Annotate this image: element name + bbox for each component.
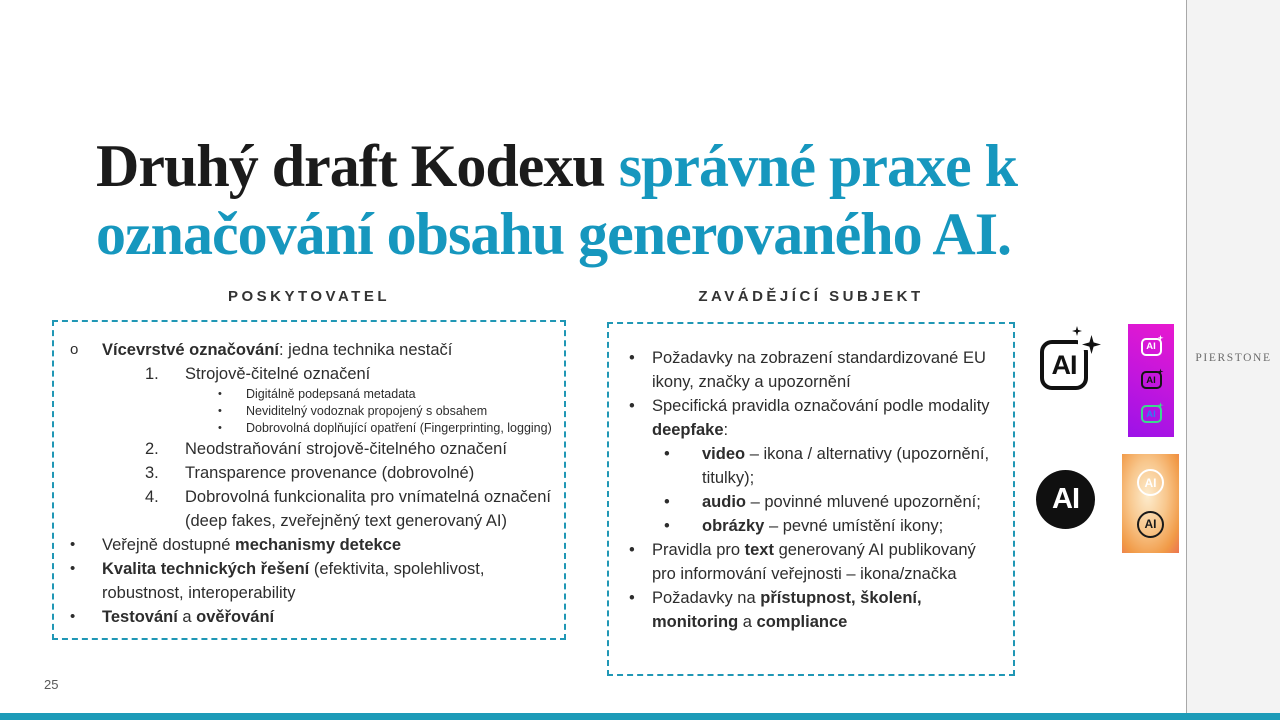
provider-box — [52, 320, 566, 640]
list-item — [54, 605, 558, 629]
list-item-text: Neodstraňování strojově-čitelného označení — [185, 440, 507, 458]
list-item — [54, 338, 558, 362]
ai-square-sparkle-icon — [1040, 326, 1104, 392]
bullet-marker: • — [218, 422, 222, 434]
ai-circle-icon — [1036, 470, 1095, 529]
title-line — [96, 132, 1017, 200]
ai-mini-square-icon — [1141, 371, 1162, 389]
ai-badge-strip-orange — [1122, 454, 1179, 553]
list-item-text: Transparence provenance (dobrovolné) — [185, 464, 475, 482]
ai-mini-circle-icon — [1137, 469, 1164, 496]
bullet-marker: • — [629, 589, 635, 607]
list-item — [609, 514, 997, 538]
list-item — [609, 442, 997, 490]
bullet-marker: 2. — [145, 440, 159, 458]
ai-label: AI — [1146, 408, 1156, 420]
list-item — [609, 394, 997, 442]
list-item-text: Specifická pravidla označování podle modality deepfake: — [652, 397, 990, 439]
list-item-text: Požadavky na zobrazení standardizované EU ikony, značky a upozornění — [652, 349, 986, 391]
ai-label: AI — [1144, 517, 1157, 532]
ai-label: AI — [1051, 349, 1077, 380]
column-header-poskytovatel: POSKYTOVATEL — [227, 288, 390, 305]
list-item-text: Požadavky na přístupnost, školení, monitoring a compliance — [652, 589, 922, 631]
list-item-text: Dobrovolná doplňující opatření (Fingerprinting, logging) — [246, 421, 552, 435]
ai-label: AI — [1144, 475, 1157, 490]
sparkle-icon — [1158, 402, 1164, 408]
sparkle-background-patch — [1078, 332, 1100, 350]
ai-label: AI — [1052, 483, 1079, 515]
bullet-marker: 1. — [145, 365, 159, 383]
footer-accent-bar — [0, 713, 1280, 720]
page-number: 25 — [44, 677, 59, 692]
list-item — [609, 346, 997, 394]
list-item-text: Kvalita technických řešení (efektivita, spolehlivost, robustnost, interoperability — [102, 560, 485, 602]
title-line — [96, 200, 1017, 268]
list-item-text: Testování a ověřování — [102, 608, 275, 626]
ai-label: AI — [1146, 341, 1156, 353]
list-item-text: Vícevrstvé označování: jedna technika nestačí — [102, 341, 453, 359]
ai-badge-strip-magenta — [1128, 324, 1174, 437]
bullet-marker: 4. — [145, 488, 159, 506]
list-item — [54, 461, 558, 485]
bullet-marker: • — [629, 349, 635, 367]
list-item-text: audio – povinné mluvené upozornění; — [702, 493, 981, 511]
list-item-text: obrázky – pevné umístění ikony; — [702, 517, 944, 535]
slide-title — [96, 132, 1017, 268]
list-item-text: Strojově-čitelné označení — [185, 365, 371, 383]
list-item-text: Dobrovolná funkcionalita pro vnímatelná označení (deep fakes, zveřejněný text generovaný AI) — [185, 488, 551, 530]
bullet-marker: o — [70, 341, 79, 358]
list-item-text: video – ikona / alternativy (upozornění, titulky); — [702, 445, 990, 487]
title-segment: Druhý draft Kodexu — [96, 133, 619, 200]
sparkle-icon — [1158, 368, 1164, 374]
list-item — [54, 362, 558, 386]
deployer-box — [607, 322, 1015, 676]
list-item — [54, 386, 558, 403]
list-item-text: Neviditelný vodoznak propojený s obsahem — [246, 404, 488, 418]
list-item-text: Veřejně dostupné mechanismy detekce — [102, 536, 402, 554]
bullet-marker: • — [664, 445, 670, 463]
title-segment: označování obsahu generovaného AI. — [96, 201, 1012, 268]
bullet-marker: • — [218, 388, 222, 400]
sparkle-icon — [1158, 335, 1164, 341]
ai-mini-circle-icon — [1137, 511, 1164, 538]
bullet-marker: 3. — [145, 464, 159, 482]
bullet-marker: • — [70, 560, 76, 577]
bullet-marker: • — [629, 541, 635, 559]
list-item — [54, 403, 558, 420]
column-header-zavadejici-subjekt: ZAVÁDĚJÍCÍ SUBJEKT — [698, 288, 924, 305]
list-item — [609, 586, 997, 634]
ai-label: AI — [1146, 374, 1156, 386]
list-item — [54, 485, 558, 533]
ai-mini-square-icon — [1141, 405, 1162, 423]
ai-mini-square-icon — [1141, 338, 1162, 356]
bullet-marker: • — [664, 517, 670, 535]
list-item-text: Digitálně podepsaná metadata — [246, 387, 416, 401]
list-item — [609, 538, 997, 586]
bullet-marker: • — [70, 536, 76, 553]
brand-logo: PIERSTONE — [1195, 352, 1272, 364]
list-item-text: Pravidla pro text generovaný AI publikovaný pro informování veřejnosti – ikona/značka — [652, 541, 976, 583]
bullet-marker: • — [218, 405, 222, 417]
list-item — [54, 533, 558, 557]
list-item — [54, 557, 558, 605]
list-item — [54, 420, 558, 437]
bullet-marker: • — [664, 493, 670, 511]
brand-sidebar — [1186, 0, 1280, 720]
bullet-marker: • — [629, 397, 635, 415]
bullet-marker: • — [70, 608, 76, 625]
list-item — [54, 437, 558, 461]
title-segment: správné praxe k — [618, 133, 1018, 200]
list-item — [609, 490, 997, 514]
